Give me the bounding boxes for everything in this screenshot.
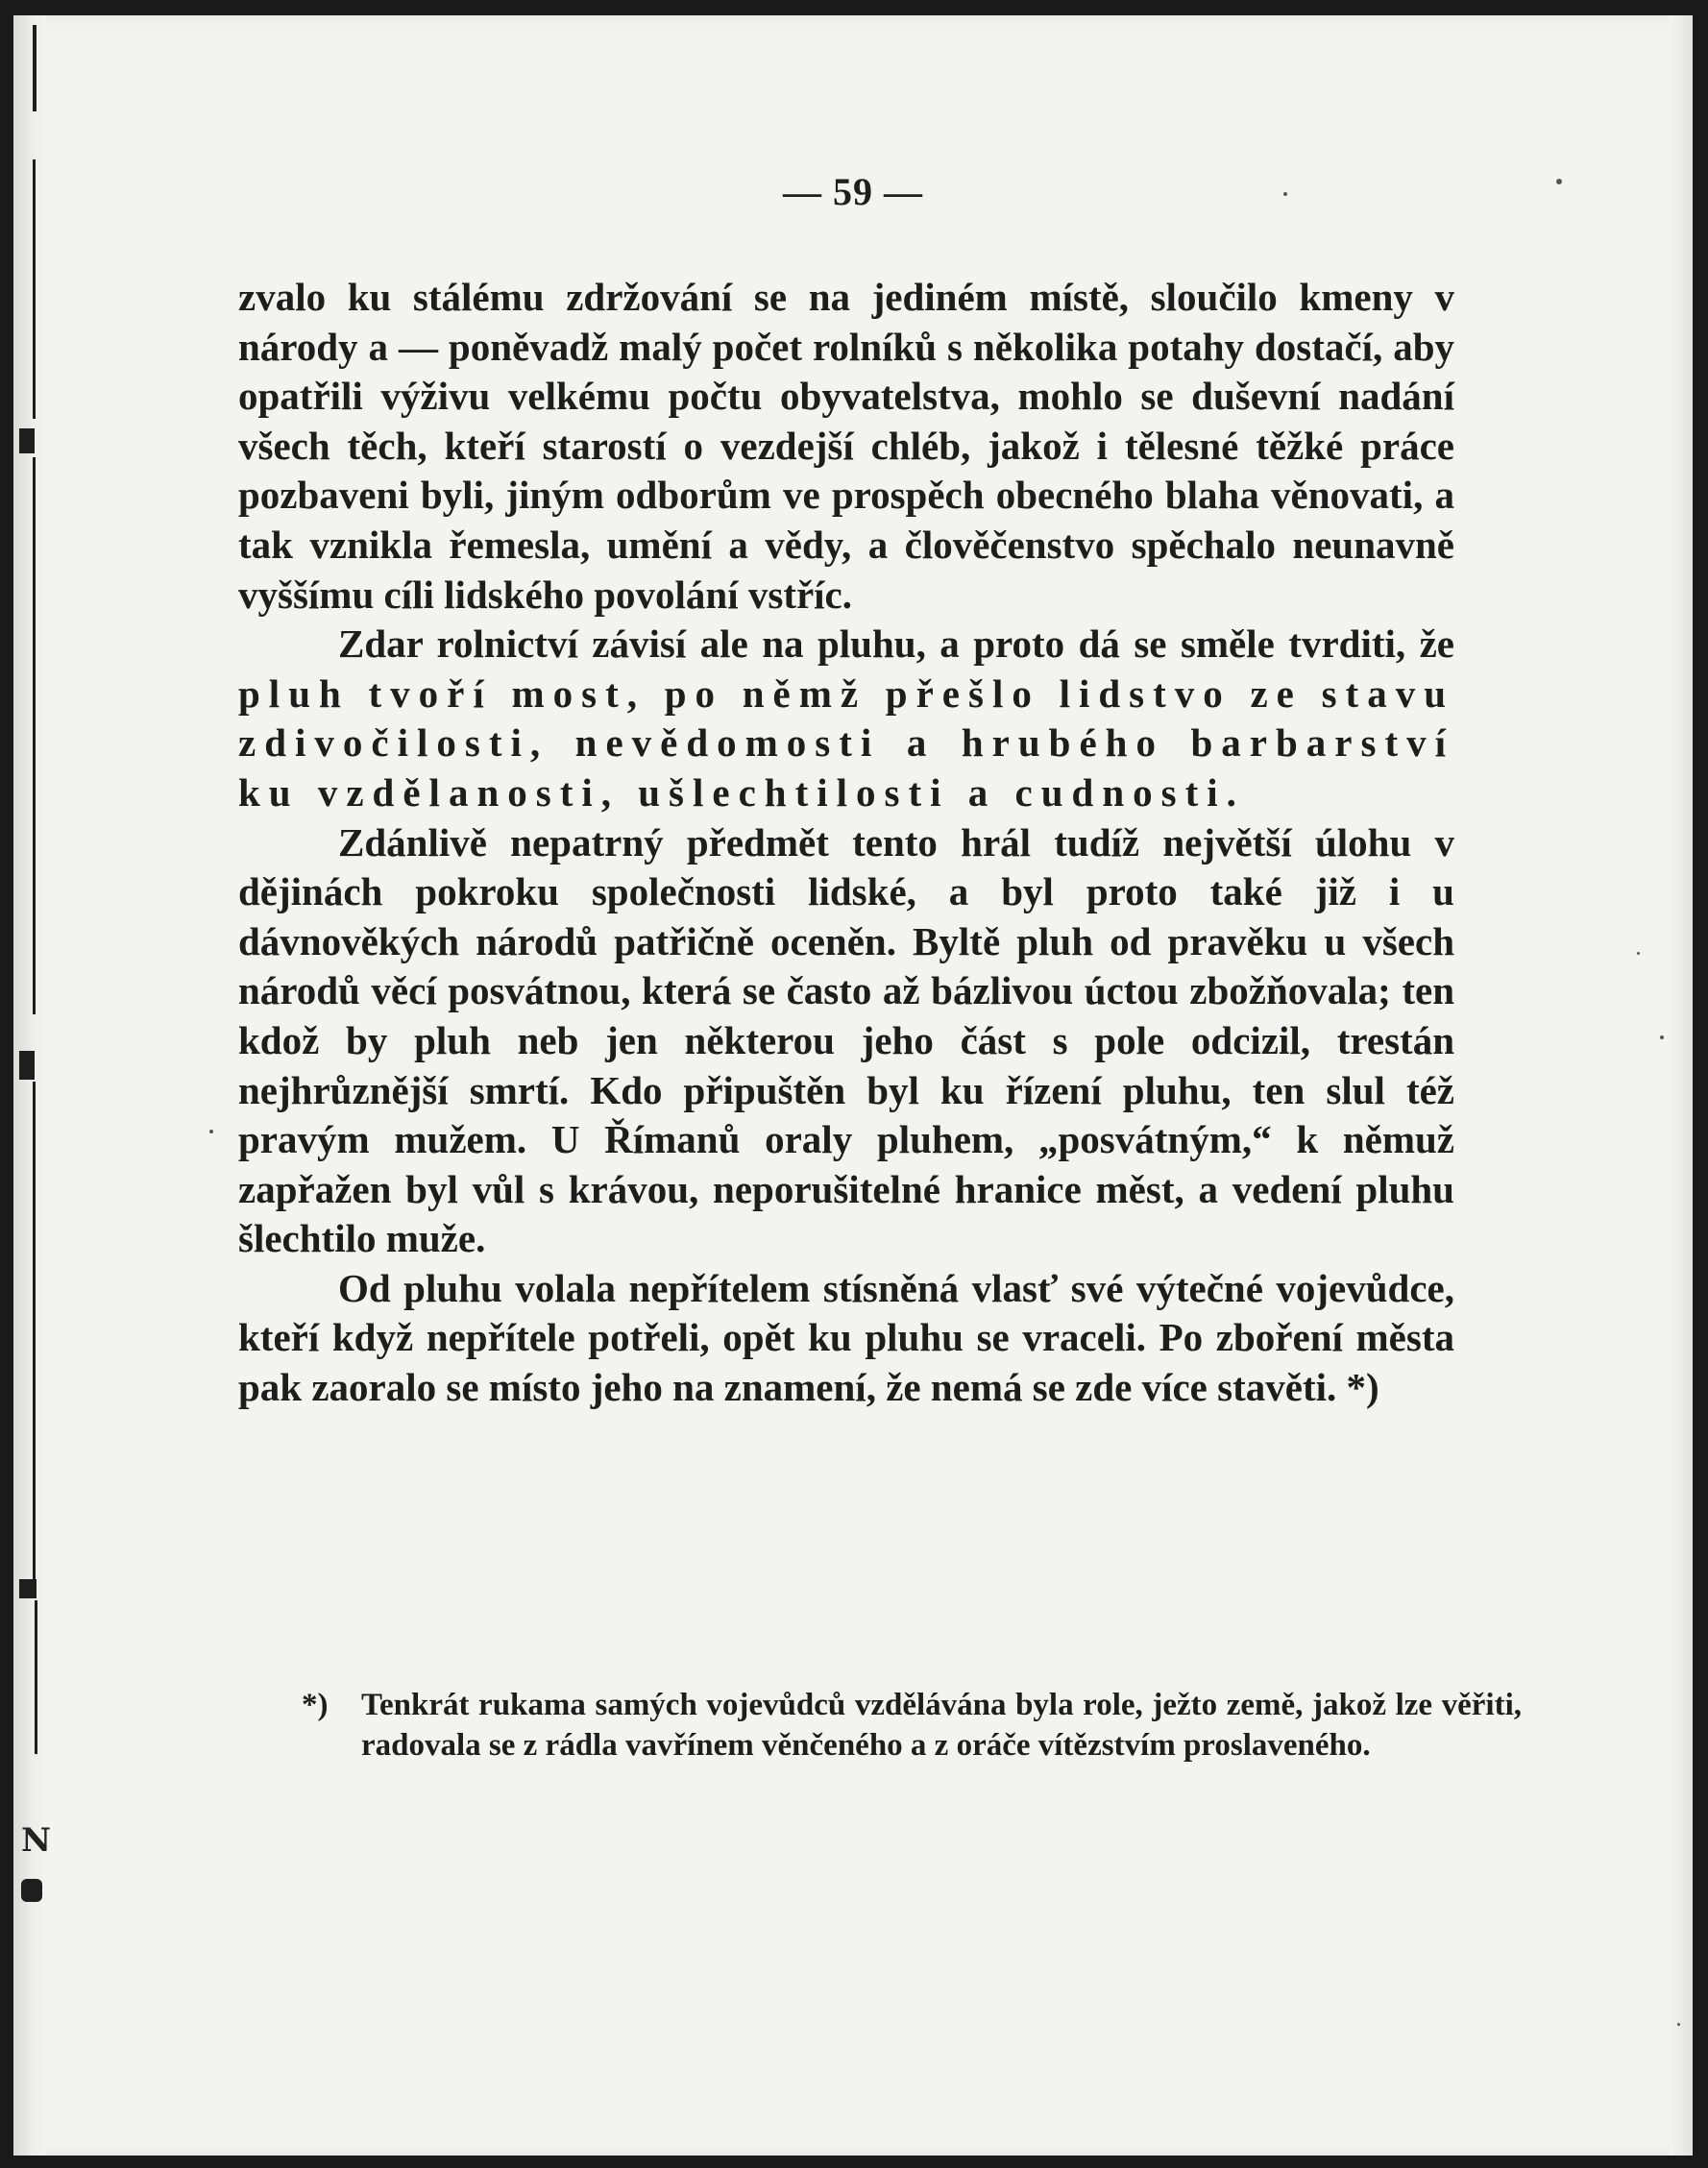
binding-line-mid <box>33 457 36 1014</box>
binding-line-lower <box>33 1082 36 1591</box>
scanned-page <box>13 15 1693 2156</box>
dust-speck <box>1637 952 1640 955</box>
dust-speck <box>209 1130 213 1133</box>
footnote-marker: *) <box>302 1688 329 1722</box>
binding-notch-1 <box>19 428 35 453</box>
paragraph-3: Zdánlivě nepatrný předmět tento hrál tudíž největší úlohu v dějinách pokroku společnosti lidské, a byl proto také již i u dávnověkých národů patřičně oceněn. Byltě pluh od pravěku u všech národů věcí posvátnou, která se často až bázlivou úctou zbožňovala; ten kdož by pluh neb jen některou jeho část s pole odcizil, trestán nejhrůznější smrtí. Kdo připuštěn byl ku řízení pluhu, ten slul též pravým mužem. U Římanů oraly pluhem, „posvátným,“ k němuž zapřažen byl vůl s krávou, neporušitelné hranice měst, a vedení pluhu šlechtilo muže. <box>238 819 1454 1261</box>
paragraph-1: zvalo ku stálému zdržování se na jediném místě, sloučilo kmeny v národy a — poněvadž malý počet rolníků s několika potahy dostačí, aby opatřili výživu velkému počtu obyvatelstva, mohlo se duševní nadání všech těch, kteří starostí o vezdejší chléb, jakož i tělesné těžké práce pozbaveni byli, jiným odborům ve prospěch obecného blaha věnovati, a tak vznikla řemesla, umění a vědy, a člověčenstvo spěchalo neunavně vyššímu cíli lidského povolání vstříc. <box>238 275 1454 617</box>
binding-line-top <box>33 25 37 111</box>
binding-line-bottom <box>35 1600 37 1754</box>
binding-smudge <box>21 1879 42 1902</box>
paragraph-4: Od pluhu volala nepřítelem stísněná vlasť své výtečné vojevůdce, kteří když nepřítele potřeli, opět ku pluhu se vraceli. Po zboření města pak zaoralo se místo jeho na znamení, že nemá se zde více stavěti. *) <box>238 1265 1454 1410</box>
dust-speck <box>1677 2023 1680 2026</box>
page-right-shadow <box>1670 15 1693 2156</box>
dust-speck <box>1660 1035 1664 1039</box>
binding-notch-3 <box>19 1579 37 1598</box>
footnote <box>302 1685 1522 1766</box>
margin-annotation: N <box>21 1821 52 1860</box>
paragraph-2: Zdar rolnictví závisí ale na pluhu, a proto dá se směle tvrditi, že pluh tvoří most, po němž přešlo lidstvo ze stavu zdivočilosti, nevědomosti a hrubého barbarství ku vzdělanosti, ušlechtilosti a cudnosti. <box>238 621 1454 815</box>
page-number: — 59 — <box>783 170 923 213</box>
body-text <box>238 273 1454 1413</box>
footnote-text: Tenkrát rukama samých vojevůdců vzdělávána byla role, ježto země, jakož lze věřiti, radovala se z rádla vavřínem věnčeného a z oráče vítězstvím proslaveného. <box>361 1688 1522 1763</box>
emphasized-text: pluh tvoří most, po němž přešlo lidstvo ze stavu zdivočilosti, nevědomosti a hrubého barbarství ku vzdělanosti, ušlechtilosti a cudnosti. <box>238 670 1454 815</box>
binding-notch-2 <box>19 1051 35 1080</box>
